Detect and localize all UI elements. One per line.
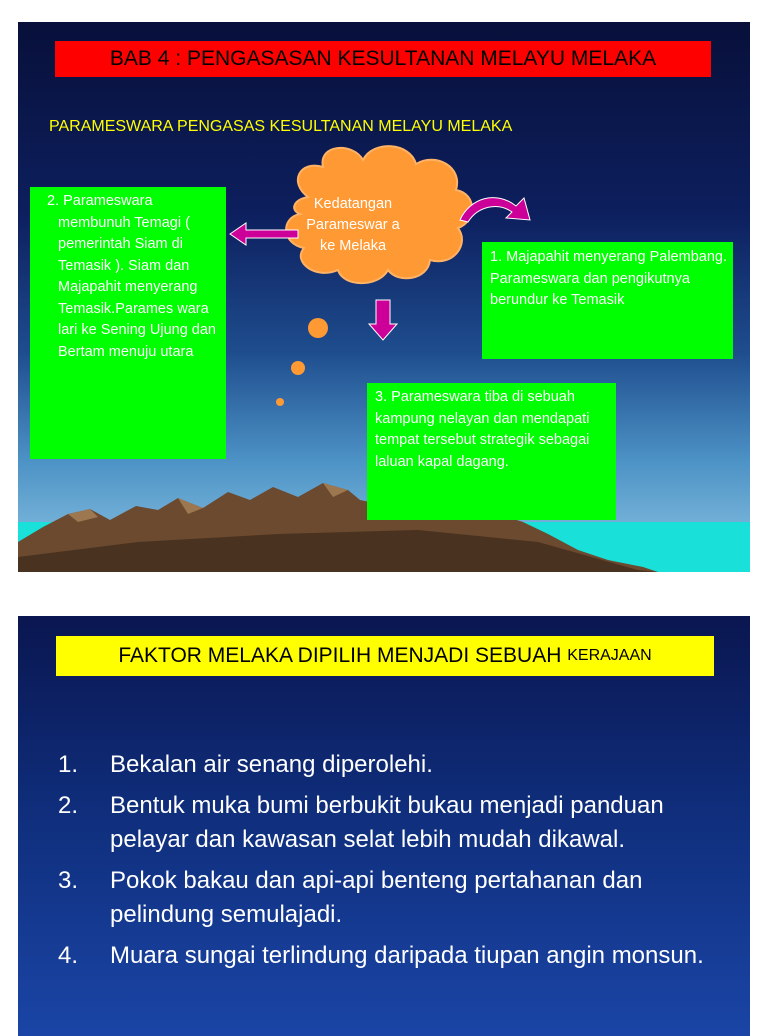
list-item [58, 864, 728, 932]
slide-1-title: BAB 4 : PENGASASAN KESULTANAN MELAYU MELAKA [55, 41, 711, 77]
event-box-3 [367, 383, 616, 520]
list-item-number: 3. [58, 867, 79, 894]
list-item-number: 4. [58, 942, 79, 969]
event-box-2 [30, 187, 226, 459]
thought-bubble-small [276, 398, 284, 406]
arrow-down [369, 300, 397, 340]
thought-bubble-medium [291, 361, 305, 375]
event-box-2-text: 2. Parameswara membunuh Temagi ( pemerintah Siam di Temasik ). Siam dan Majapahit menyerang Temasik.Parames wara lari ke Sening Ujung dan Bertam menuju utara [47, 193, 216, 360]
factor-list [58, 748, 728, 980]
thought-bubble-large [308, 318, 328, 338]
list-item [58, 789, 728, 857]
list-item-number: 1. [58, 751, 79, 778]
slide-2-title-small: KERAJAAN [567, 647, 652, 664]
list-item-text: Muara sungai terlindung daripada tiupan angin monsun. [110, 942, 704, 969]
slide-1-subtitle: PARAMESWARA PENGASAS KESULTANAN MELAYU MELAKA [49, 118, 513, 135]
slide-1 [18, 22, 750, 572]
list-item [58, 939, 728, 973]
event-box-3-text: 3. Parameswara tiba di sebuah kampung nelayan dan mendapati tempat tersebut strategik sebagai laluan kapal dagang. [375, 389, 590, 470]
list-item-text: Bekalan air senang diperolehi. [110, 751, 433, 778]
cloud-text: Kedatangan Parameswar a ke Melaka [306, 196, 400, 254]
list-item-text: Pokok bakau dan api-api benteng pertahanan dan pelindung semulajadi. [110, 867, 643, 928]
list-item [58, 748, 728, 782]
slide-2-title-main: FAKTOR MELAKA DIPILIH MENJADI SEBUAH [118, 644, 562, 667]
event-box-1-text: 1. Majapahit menyerang Palembang. Parameswara dan pengikutnya berundur ke Temasik [490, 249, 727, 308]
slide-2-title [56, 636, 714, 676]
list-item-text: Bentuk muka bumi berbukit bukau menjadi panduan pelayar dan kawasan selat lebih mudah dikawal. [110, 792, 664, 853]
event-box-1 [482, 242, 733, 359]
list-item-number: 2. [58, 792, 79, 819]
slide-2 [18, 616, 750, 1036]
